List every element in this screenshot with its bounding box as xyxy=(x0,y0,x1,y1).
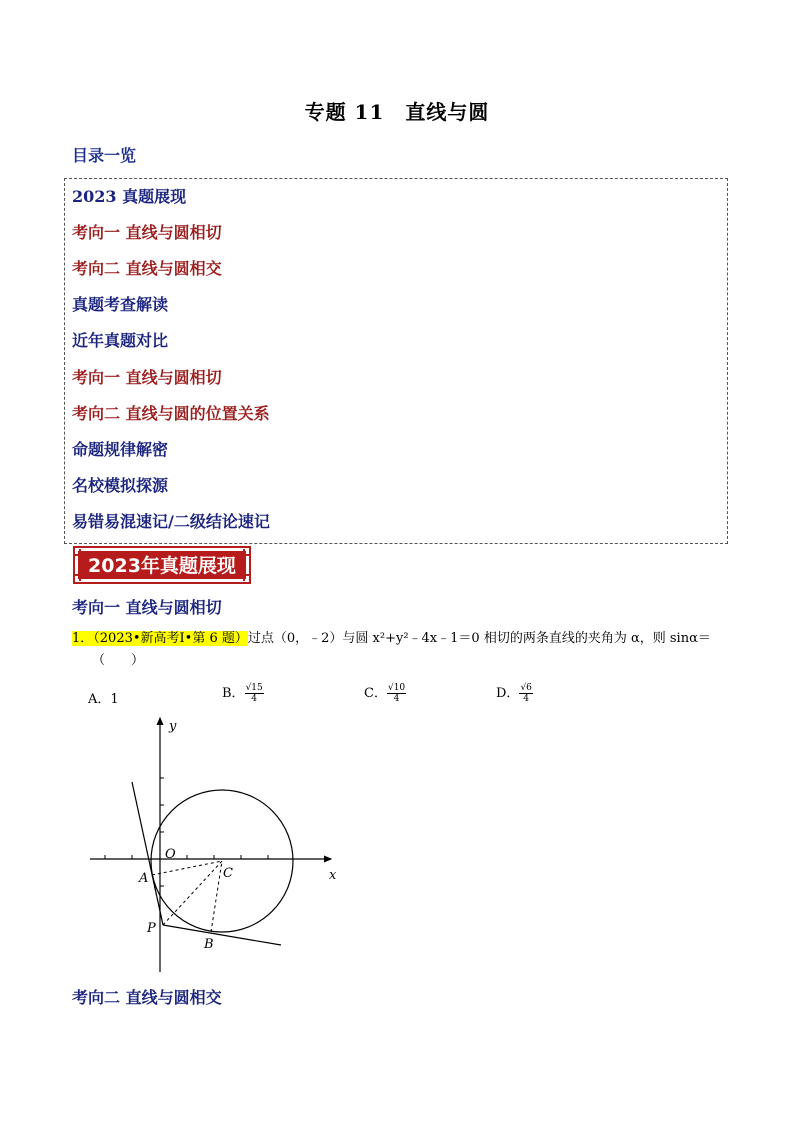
page-title: 专题 11 直线与圆 xyxy=(304,100,490,124)
toc-item[interactable]: 考向二 直线与圆的位置关系 xyxy=(72,404,270,423)
tangent-line-pa xyxy=(132,782,163,925)
label-y: y xyxy=(169,719,177,734)
label-c: C xyxy=(223,866,233,881)
section-heading-1: 考向一 直线与圆相切 xyxy=(72,598,222,617)
toc-item[interactable]: 易错易混速记/二级结论速记 xyxy=(72,512,270,531)
label-b: B xyxy=(204,937,214,952)
answer-blank: （ ） xyxy=(92,653,145,668)
toc-heading: 目录一览 xyxy=(72,146,137,165)
banner-text: 2023年真题展现 xyxy=(88,555,236,577)
toc-item[interactable]: 近年真题对比 xyxy=(72,331,169,350)
toc-item[interactable]: 真题考查解读 xyxy=(72,295,169,314)
label-x: x xyxy=(329,868,337,883)
option-d[interactable]: D． $\frac{√6}{4}$ xyxy=(496,683,532,704)
option-b[interactable]: B． $\frac{√15}{4}$ xyxy=(222,683,263,704)
toc-item[interactable]: 名校模拟探源 xyxy=(72,476,169,495)
question-number: 1． xyxy=(72,631,94,646)
label-o: O xyxy=(165,847,176,862)
question-source: （2023•新高考Ⅰ•第 6 题） xyxy=(93,631,248,646)
question-stem: 过点（0，﹣2）与圆 x²+y²﹣4x﹣1＝0 相切的两条直线的夹角为 α，则 sinα＝ xyxy=(247,631,711,646)
label-a: A xyxy=(139,871,149,886)
toc-item[interactable]: 命题规律解密 xyxy=(72,440,169,459)
question-1 xyxy=(72,628,732,672)
option-a[interactable]: A．1 xyxy=(88,692,119,707)
geometry-figure xyxy=(85,712,345,977)
section-heading-2: 考向二 直线与圆相交 xyxy=(72,988,222,1007)
toc-box xyxy=(64,178,728,544)
option-c[interactable]: C． $\frac{√10}{4}$ xyxy=(364,683,406,704)
toc-item[interactable]: 2023 真题展现 xyxy=(72,187,187,206)
toc-item[interactable]: 考向一 直线与圆相切 xyxy=(72,368,222,387)
toc-item[interactable]: 考向一 直线与圆相切 xyxy=(72,223,222,242)
y-ticks xyxy=(160,778,164,886)
section-banner xyxy=(72,545,252,585)
tangent-line-pb xyxy=(163,925,281,945)
toc-item[interactable]: 考向二 直线与圆相交 xyxy=(72,259,222,278)
label-p: P xyxy=(147,921,156,936)
